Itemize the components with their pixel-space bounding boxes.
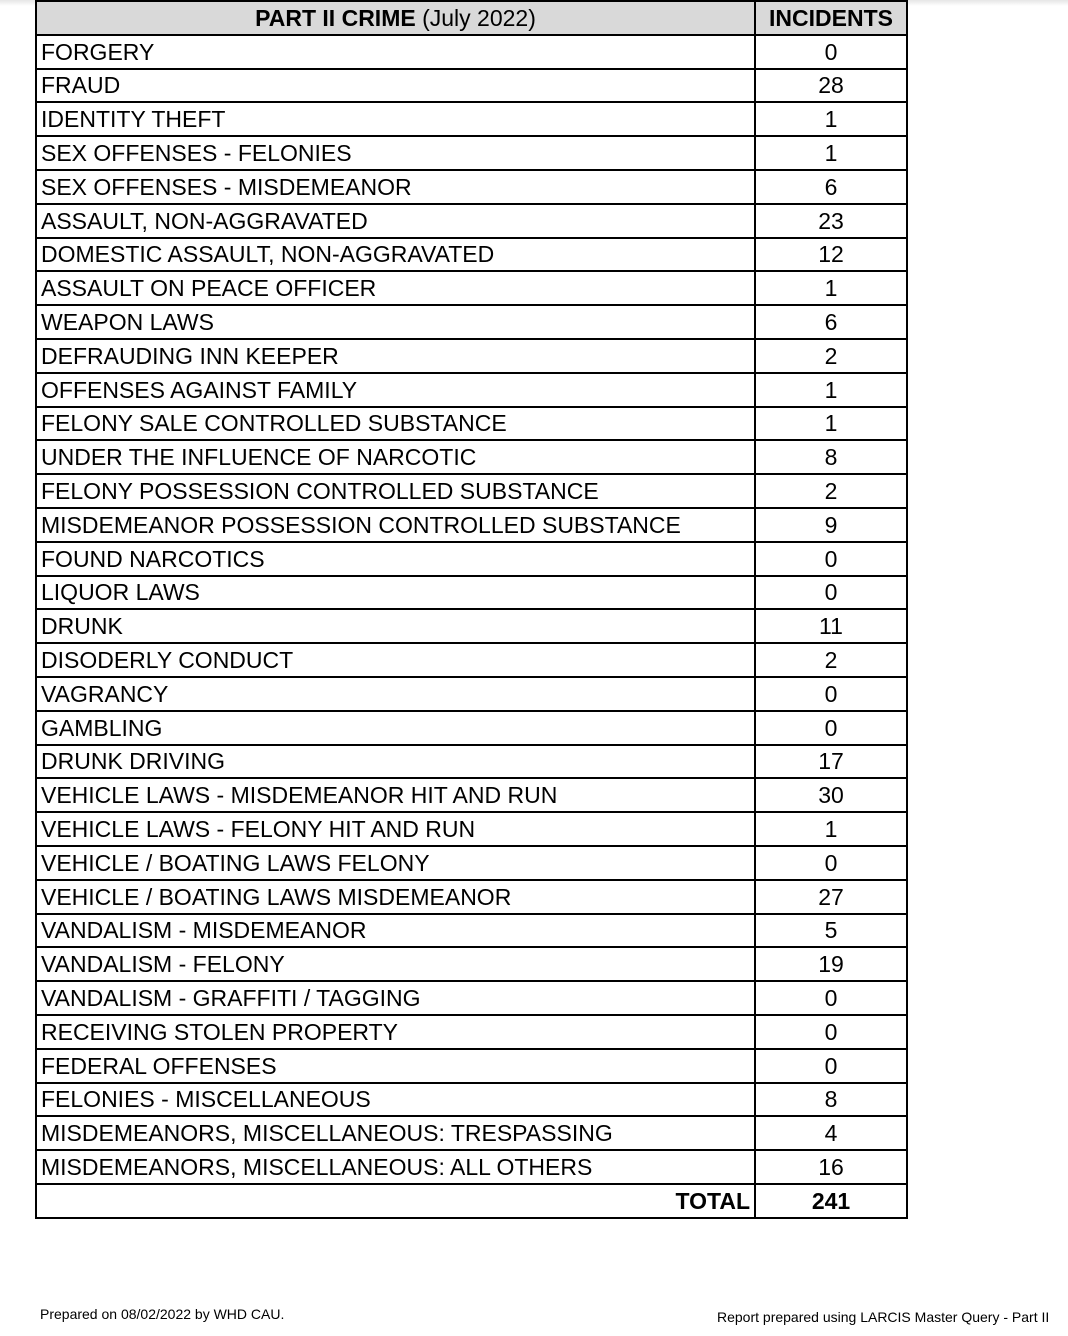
table-row — [36, 474, 907, 508]
crime-category: UNDER THE INFLUENCE OF NARCOTIC — [36, 440, 755, 474]
crime-category: DRUNK DRIVING — [36, 745, 755, 779]
table-row — [36, 576, 907, 610]
incident-count: 27 — [755, 880, 907, 914]
crime-category: LIQUOR LAWS — [36, 576, 755, 610]
table-row — [36, 643, 907, 677]
crime-category: VANDALISM - MISDEMEANOR — [36, 914, 755, 948]
crime-category: DEFRAUDING INN KEEPER — [36, 339, 755, 373]
incident-count: 0 — [755, 542, 907, 576]
table-title-bold: PART II CRIME — [255, 4, 416, 31]
table-row — [36, 1150, 907, 1184]
crime-category: VEHICLE / BOATING LAWS FELONY — [36, 846, 755, 880]
table-row — [36, 508, 907, 542]
crime-category: VAGRANCY — [36, 677, 755, 711]
crime-category: FELONY SALE CONTROLLED SUBSTANCE — [36, 407, 755, 441]
table-row — [36, 305, 907, 339]
crime-category: DRUNK — [36, 609, 755, 643]
table-row — [36, 35, 907, 69]
incident-count: 0 — [755, 981, 907, 1015]
table-row — [36, 812, 907, 846]
table-row — [36, 846, 907, 880]
incidents-column-header: INCIDENTS — [755, 1, 907, 35]
crime-rows — [36, 35, 907, 1184]
incident-count: 1 — [755, 407, 907, 441]
crime-category: VEHICLE LAWS - MISDEMEANOR HIT AND RUN — [36, 778, 755, 812]
crime-category: MISDEMEANORS, MISCELLANEOUS: TRESPASSING — [36, 1116, 755, 1150]
incident-count: 28 — [755, 69, 907, 103]
table-row — [36, 981, 907, 1015]
total-value: 241 — [755, 1184, 907, 1218]
table-row — [36, 1116, 907, 1150]
crime-category: VANDALISM - GRAFFITI / TAGGING — [36, 981, 755, 1015]
crime-category: IDENTITY THEFT — [36, 102, 755, 136]
table-row — [36, 407, 907, 441]
table-row — [36, 373, 907, 407]
table-row — [36, 778, 907, 812]
incident-count: 1 — [755, 136, 907, 170]
incident-count: 1 — [755, 271, 907, 305]
table-row — [36, 271, 907, 305]
incident-count: 0 — [755, 846, 907, 880]
crime-category: FRAUD — [36, 69, 755, 103]
table-row — [36, 745, 907, 779]
incident-count: 6 — [755, 305, 907, 339]
table-row — [36, 204, 907, 238]
report-source-note: Report prepared using LARCIS Master Query - Part II — [717, 1309, 1050, 1325]
total-label: TOTAL — [36, 1184, 755, 1218]
crime-category: ASSAULT, NON-AGGRAVATED — [36, 204, 755, 238]
incident-count: 0 — [755, 677, 907, 711]
table-title-period: (July 2022) — [415, 4, 536, 31]
table-row — [36, 69, 907, 103]
incident-count: 1 — [755, 812, 907, 846]
crime-category: VEHICLE / BOATING LAWS MISDEMEANOR — [36, 880, 755, 914]
crime-category: FEDERAL OFFENSES — [36, 1049, 755, 1083]
crime-category: DOMESTIC ASSAULT, NON-AGGRAVATED — [36, 238, 755, 272]
crime-category: MISDEMEANORS, MISCELLANEOUS: ALL OTHERS — [36, 1150, 755, 1184]
table-row — [36, 170, 907, 204]
table-row — [36, 339, 907, 373]
crime-category: FELONIES - MISCELLANEOUS — [36, 1083, 755, 1117]
table-row — [36, 238, 907, 272]
crime-category: VANDALISM - FELONY — [36, 947, 755, 981]
table-row — [36, 1015, 907, 1049]
table-row — [36, 102, 907, 136]
incident-count: 17 — [755, 745, 907, 779]
incident-count: 1 — [755, 102, 907, 136]
crime-category: GAMBLING — [36, 711, 755, 745]
crime-category: OFFENSES AGAINST FAMILY — [36, 373, 755, 407]
incident-count: 16 — [755, 1150, 907, 1184]
table-row — [36, 947, 907, 981]
incident-count: 23 — [755, 204, 907, 238]
incident-count: 0 — [755, 1015, 907, 1049]
table-row — [36, 880, 907, 914]
incident-count: 8 — [755, 1083, 907, 1117]
prepared-on-note: Prepared on 08/02/2022 by WHD CAU. — [40, 1306, 285, 1322]
table-row — [36, 677, 907, 711]
incident-count: 6 — [755, 170, 907, 204]
incident-count: 0 — [755, 576, 907, 610]
total-row — [36, 1184, 907, 1218]
incident-count: 0 — [755, 1049, 907, 1083]
incident-count: 1 — [755, 373, 907, 407]
incident-count: 2 — [755, 643, 907, 677]
table-row — [36, 1083, 907, 1117]
crime-category: DISODERLY CONDUCT — [36, 643, 755, 677]
incident-count: 4 — [755, 1116, 907, 1150]
incident-count: 12 — [755, 238, 907, 272]
incident-count: 2 — [755, 474, 907, 508]
table-row — [36, 136, 907, 170]
crime-table — [35, 0, 908, 1219]
crime-category: ASSAULT ON PEACE OFFICER — [36, 271, 755, 305]
category-column-header — [36, 1, 755, 35]
crime-category: SEX OFFENSES - MISDEMEANOR — [36, 170, 755, 204]
crime-category: SEX OFFENSES - FELONIES — [36, 136, 755, 170]
table-header-row — [36, 1, 907, 35]
crime-category: VEHICLE LAWS - FELONY HIT AND RUN — [36, 812, 755, 846]
crime-category: FORGERY — [36, 35, 755, 69]
crime-category: RECEIVING STOLEN PROPERTY — [36, 1015, 755, 1049]
crime-category: FOUND NARCOTICS — [36, 542, 755, 576]
crime-category: FELONY POSSESSION CONTROLLED SUBSTANCE — [36, 474, 755, 508]
table-row — [36, 1049, 907, 1083]
incident-count: 0 — [755, 35, 907, 69]
table-row — [36, 542, 907, 576]
table-row — [36, 440, 907, 474]
incident-count: 0 — [755, 711, 907, 745]
table-row — [36, 609, 907, 643]
table-row — [36, 914, 907, 948]
incident-count: 30 — [755, 778, 907, 812]
incident-count: 2 — [755, 339, 907, 373]
incident-count: 9 — [755, 508, 907, 542]
table-row — [36, 711, 907, 745]
crime-category: MISDEMEANOR POSSESSION CONTROLLED SUBSTANCE — [36, 508, 755, 542]
incident-count: 19 — [755, 947, 907, 981]
incident-count: 5 — [755, 914, 907, 948]
incident-count: 8 — [755, 440, 907, 474]
incident-count: 11 — [755, 609, 907, 643]
crime-category: WEAPON LAWS — [36, 305, 755, 339]
